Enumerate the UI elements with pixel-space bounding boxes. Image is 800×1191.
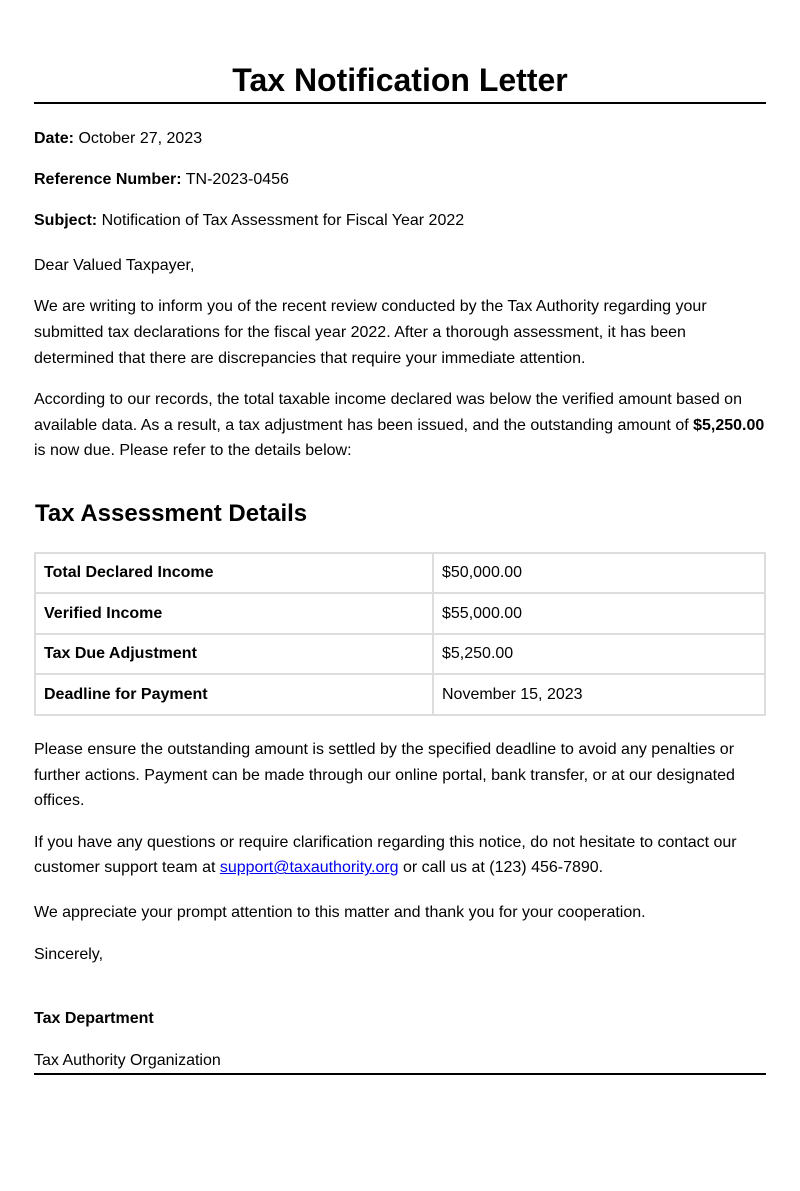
records-text-after: is now due. Please refer to the details below: <box>34 442 352 460</box>
top-divider <box>34 102 766 104</box>
row-value: November 15, 2023 <box>433 674 765 715</box>
subject-line <box>34 208 766 234</box>
letter-title: Tax Notification Letter <box>232 62 568 98</box>
row-value: $55,000.00 <box>433 593 765 634</box>
row-value: $5,250.00 <box>433 634 765 675</box>
row-label: Tax Due Adjustment <box>35 634 433 675</box>
contact-text-before: If you have any questions or require clarification regarding this notice, do not hesitate to contact our customer support team at <box>34 833 737 877</box>
table-row <box>35 553 765 594</box>
subject-value: Notification of Tax Assessment for Fiscal Year 2022 <box>101 212 465 230</box>
records-text-before: According to our records, the total taxable income declared was below the verified amount based on available data. As a result, a tax adjustment has been issued, and the outstanding amount of <box>34 391 742 434</box>
table-row <box>35 593 765 634</box>
appreciation-paragraph: We appreciate your prompt attention to this matter and thank you for your cooperation. <box>34 903 646 921</box>
reference-line <box>34 167 766 193</box>
support-email-link[interactable]: support@taxauthority.org <box>219 859 399 877</box>
assessment-details-table <box>34 552 766 716</box>
contact-paragraph <box>34 830 766 881</box>
payment-paragraph: Please ensure the outstanding amount is settled by the specified deadline to avoid any penalties or further actions. Payment can be made through our online portal, bank transfer, or at our designated offices. <box>34 740 735 810</box>
reference-label: Reference Number: <box>34 170 182 188</box>
signature-department: Tax Department <box>34 1010 154 1028</box>
table-row <box>35 674 765 715</box>
bottom-divider <box>34 1073 766 1075</box>
contact-text-after: or call us at (123) 456-7890. <box>398 859 604 877</box>
date-value: October 27, 2023 <box>78 130 203 147</box>
row-label: Deadline for Payment <box>35 674 433 715</box>
intro-paragraph: We are writing to inform you of the recent review conducted by the Tax Authority regarding your submitted tax declarations for the fiscal year 2022. After a thorough assessment, it has been determined that there are discrepancies that require your immediate attention. <box>34 298 707 367</box>
date-line <box>34 126 766 152</box>
letter-page <box>34 0 766 1075</box>
row-label: Total Declared Income <box>35 553 433 594</box>
records-paragraph <box>34 387 766 464</box>
outstanding-amount: $5,250.00 <box>693 416 765 434</box>
closing: Sincerely, <box>34 945 104 963</box>
section-heading: Tax Assessment Details <box>35 499 308 527</box>
row-value: $50,000.00 <box>433 553 765 594</box>
subject-label: Subject: <box>34 212 98 230</box>
salutation: Dear Valued Taxpayer, <box>34 256 195 274</box>
date-label: Date: <box>34 130 75 147</box>
reference-value: TN-2023-0456 <box>185 170 289 188</box>
table-row <box>35 634 765 675</box>
row-label: Verified Income <box>35 593 433 634</box>
signature-organization: Tax Authority Organization <box>34 1051 221 1069</box>
